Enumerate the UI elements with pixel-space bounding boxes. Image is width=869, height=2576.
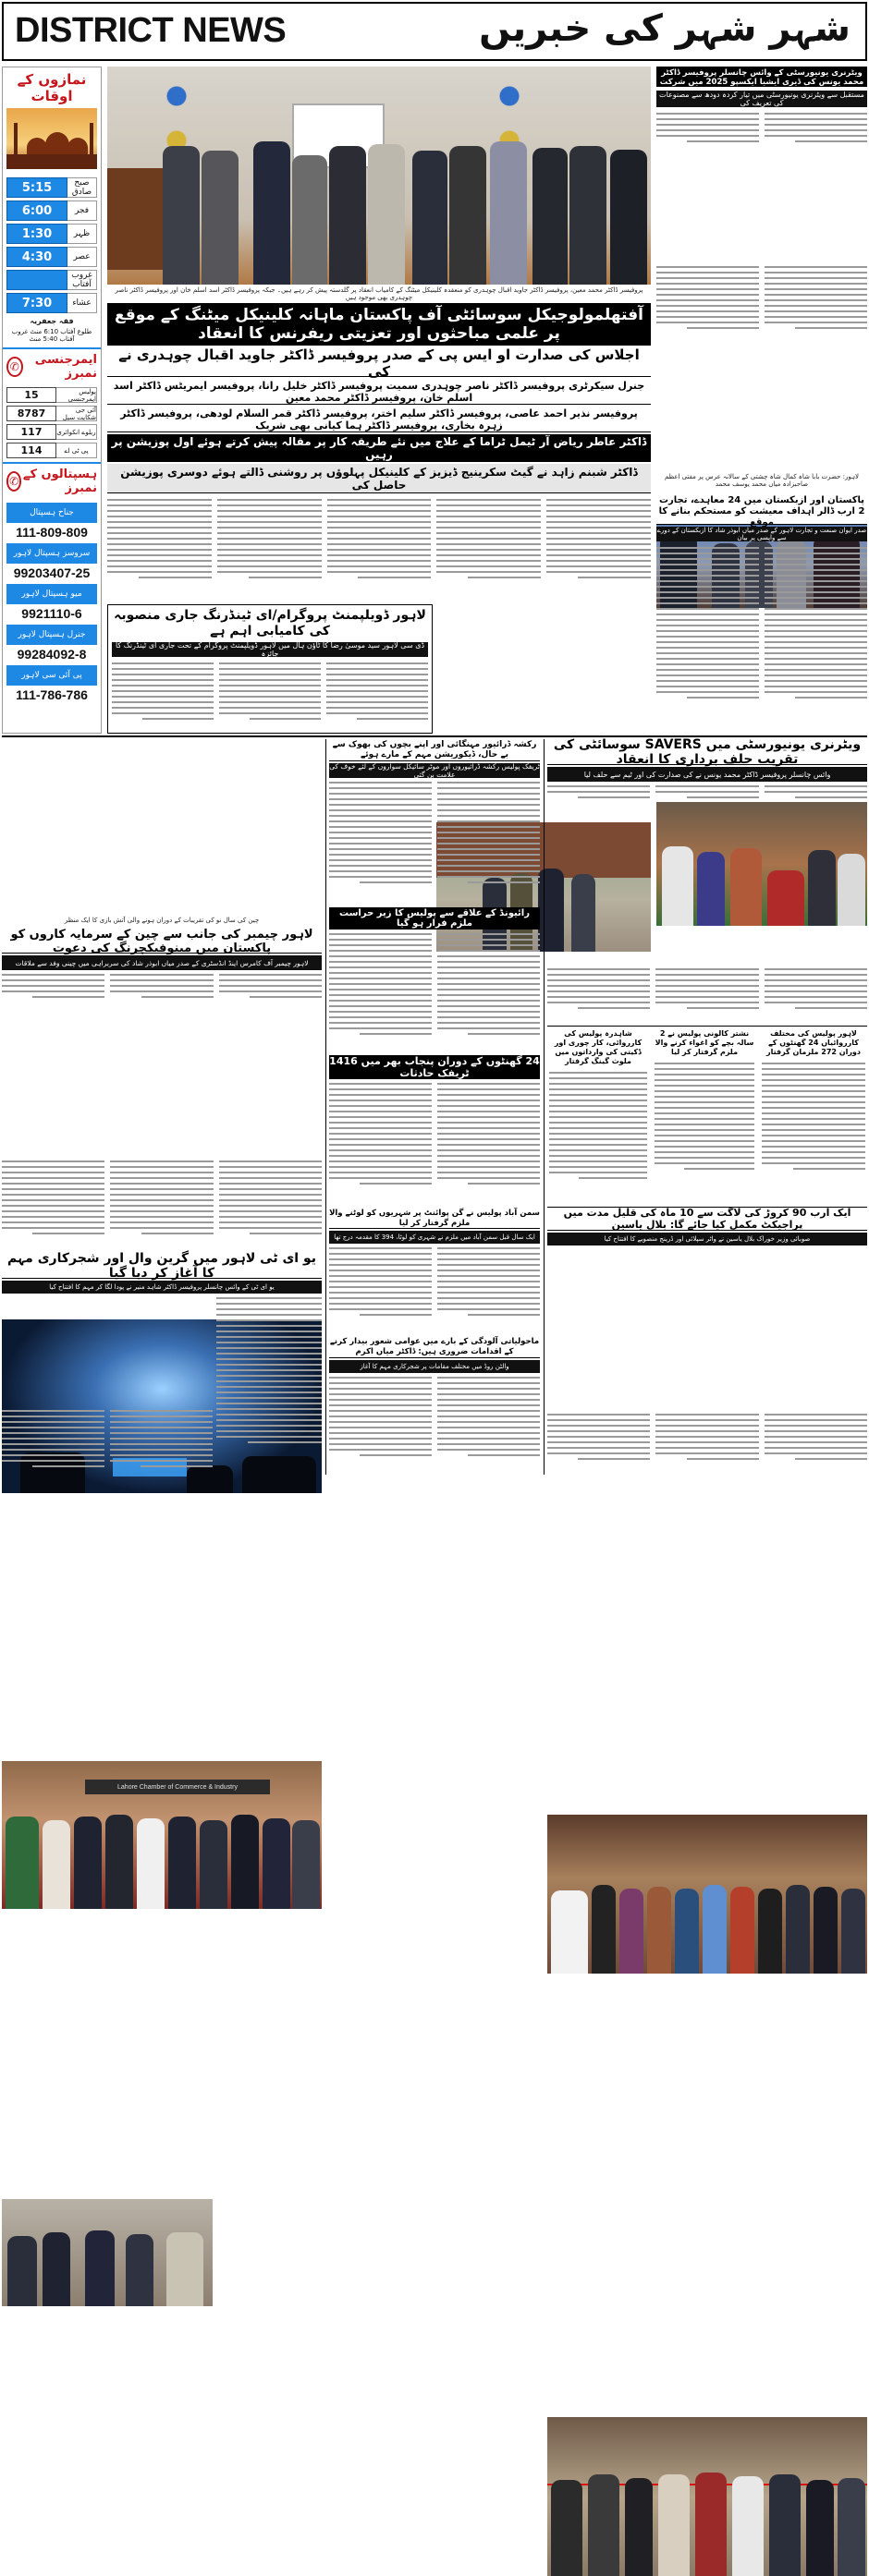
project-headline: ایک ارب 90 کروڑ کی لاگت سے 10 ماہ کی قلیل مدت میں پراجیکٹ مکمل کیا جائے گا: بلال یاسین (547, 1207, 867, 1231)
phone-icon: ✆ (6, 357, 23, 377)
text-column (327, 499, 432, 599)
prayer-time: 6:00 (6, 200, 67, 221)
hospital-header (3, 462, 101, 499)
gunpoint-headline: سمن آباد پولیس نے گن پوائنٹ پر شہریوں کو لوٹنے والا ملزم گرفتار کر لیا (329, 1209, 540, 1228)
text-column (217, 499, 322, 599)
prayer-time: 1:30 (6, 224, 67, 244)
phone-icon: ✆ (6, 471, 21, 492)
hospital-number: 9921110-6 (21, 606, 82, 622)
crime-brief-1 (760, 1027, 867, 1173)
savers-body-top (547, 785, 867, 804)
shrine-photo (656, 802, 867, 926)
ldp-subheadline: ڈی سی لاہور سید موسیٰ رضا کا ٹاؤن ہال میں لاہور ڈویلپمنٹ پروگرام کے تحت جاری ای ٹینڈرنگ کا جائزہ (112, 642, 428, 657)
prayer-name: عشاء (67, 293, 97, 313)
gunpoint-subheadline: ایک سال قبل سمن آباد میں ملزم نے شہری کو لوٹا، 394 کا مقدمہ درج تھا (329, 1231, 540, 1244)
chamber-body-2 (2, 1160, 322, 1249)
lead-subline: پروفیسر نذیر احمد عاصی، پروفیسر ڈاکٹر سلیم اختر، پروفیسر ڈاکٹر قمر السلام لودھی، پروفیسر ڈاکٹر زہرہ بخاری، پروفیسر ڈاکٹر ہما کیانی بھی شریک (107, 407, 651, 432)
emergency-name: ریلوے انکوائری (56, 424, 97, 440)
prayer-row (6, 224, 97, 244)
prayer-name: غروب آفتاب (67, 270, 97, 290)
savers-photo (547, 1815, 867, 1974)
prayer-row (6, 177, 97, 198)
text-column (546, 499, 651, 599)
lead-body (107, 499, 651, 599)
savers-subheadline: وائس چانسلر پروفیسر ڈاکٹر محمد یونس نے کی صدارت کی اور ٹیم سے حلف لیا (547, 767, 867, 782)
rickshaw-headline: رکشہ ڈرائیور مہنگائی اور اپنے بچوں کی بھوک سے بے حال، ڈیکوریشن مہم کے مارے ہوئے (329, 739, 540, 761)
lead-subline: ڈاکٹر عاطر ریاض آر ٹیمل ٹراما کے علاج میں نئے طریقہ کار پر مقالہ پیش کرتے ہوئے اول پوزیشن پر رہیں (107, 434, 651, 462)
fireworks-caption: چین کی سال نو کی تقریبات کے دوران ہونے والی آتش بازی کا ایک منظر (64, 917, 260, 924)
lead-headline: آفتھلمولوجیکل سوسائٹی آف پاکستان ماہانہ کلینیکل میٹنگ کے موقع پر علمی مباحثوں اور تعزیتی ریفرنس کا انعقاد (107, 303, 651, 346)
emergency-row (6, 443, 97, 458)
prayer-time: 7:30 (6, 293, 67, 313)
lead-photo-caption: پروفیسر ڈاکٹر محمد معین، پروفیسر ڈاکٹر جاوید اقبال چوہدری کو منعقدہ کلینیکل میٹنگ کے کامیاب انعقاد پر گلدستہ پیش کر رہے ہیں۔ جبکہ پروفیسر ڈاکٹر اسد اسلم خان اور پروفیسر ڈاکٹر ناصر چوہدری بھی موجود ہیں (115, 286, 643, 302)
uet-body (2, 1410, 213, 1475)
project-body (547, 1414, 867, 1473)
prayer-name: صبح صادق (67, 177, 97, 198)
shrine-caption: لاہور: حضرت بابا شاہ کمال شاہ چشتی کے سالانہ عرس پر مفتی اعظم صاحبزادہ میاں محمد یوسف محمد (664, 473, 860, 489)
trade-headline: پاکستان اور ازبکستان میں 24 معاہدے، تجارت 2 ارب ڈالر اہداف معیشت کو مستحکم بنانے کا موقع (656, 499, 867, 525)
hospital-title: ہسپتالوں کے نمبرز (22, 468, 97, 496)
prayer-name: فجر (67, 200, 97, 221)
hospital-number: 111-809-809 (16, 525, 88, 541)
crime-headline: شاہدرہ پولیس کی کارروائی، کار چوری اور ڈکیتی کی وارداتوں میں ملوث گینگ گرفتار (547, 1027, 649, 1068)
ldp-headline: لاہور ڈویلپمنٹ پروگرام/ای ٹینڈرنگ جاری منصوبہ کی کامیابی اہم ہے (108, 605, 432, 642)
chamber-headline: لاہور چیمبر کی جانب سے چین کے سرمایہ کاروں کو پاکستان میں مینوفیکچرنگ کی دعوت (2, 930, 322, 954)
emergency-title: ایمرجنسی نمبرز (34, 353, 97, 382)
project-subheadline: صوبائی وزیر خوراک بلال یاسین نے واٹر سپلائی اور ڈرینج منصوبے کا افتتاح کیا (547, 1233, 867, 1245)
environment-body (329, 1377, 540, 1473)
right-top-headline: ویٹرنری یونیورسٹی کے وائس چانسلر پروفیسر ڈاکٹر محمد یونس کی ڈیری ایشیا ایکسپو 2025 میں شرکت (656, 67, 867, 87)
masthead (2, 2, 867, 61)
lead-subline: ڈاکٹر شبنم زاہد نے گیٹ سکرینیج ڈیزیز کے کلینیکل پہلوؤں پر روشنی ڈالتے ہوئے دوسری پوزیشن حاصل کی (107, 464, 651, 493)
prayer-name: عصر (67, 247, 97, 267)
expo-body (656, 266, 867, 344)
ldp-story (107, 604, 433, 734)
emergency-row (6, 424, 97, 440)
uet-subheadline: یو ای ٹی کے وائس چانسلر پروفیسر ڈاکٹر شاہد منیر نے پودا لگا کر مہم کا افتتاح کیا (2, 1281, 322, 1294)
chamber-body (2, 974, 322, 1005)
hospital-number: 111-786-786 (16, 687, 88, 703)
savers-body (547, 968, 867, 1022)
hospital-name: سروسز ہسپتال لاہور (6, 543, 97, 564)
prayer-row (6, 200, 97, 221)
hospital-name: جناح ہسپتال (6, 503, 97, 523)
emergency-row (6, 387, 97, 403)
accidents-headline: 24 گھنٹوں کے دوران پنجاب بھر میں 1416 ٹریفک حادثات (329, 1055, 540, 1079)
hospital-number: 99284092-8 (17, 647, 87, 662)
section-divider (547, 1026, 867, 1027)
chamber-subheadline: لاہور چیمبر آف کامرس اینڈ انڈسٹری کے صدر میاں ابوذر شاد کی سربراہی میں چینی وفد سے ملاقات (2, 955, 322, 970)
masthead-title-english: DISTRICT NEWS (15, 11, 287, 50)
crime-headline: نشتر کالونی پولیس نے 2 سالہ بچے کو اغواء کرنے والا ملزم گرفتار کر لیا (653, 1027, 756, 1059)
hospital-name: پی آئی سی لاہور (6, 665, 97, 686)
mosque-image (6, 108, 97, 169)
environment-subheadline: والٹن روڈ میں مختلف مقامات پر شجرکاری مہم کا آغاز (329, 1360, 540, 1373)
sidebar (2, 67, 102, 734)
crime-headline: لاہور پولیس کی مختلف کارروائیاں 24 گھنٹوں کے دوران 272 ملزمان گرفتار (760, 1027, 867, 1059)
trade-body (656, 547, 867, 732)
emergency-number: 15 (6, 387, 56, 403)
lead-subline: جنرل سیکرٹری پروفیسر ڈاکٹر ناصر چوہدری سمیت پروفیسر ڈاکٹر خلیل رانا، پروفیسر ایمریٹس ڈاکٹر اسد اسلم خان، پروفیسر ڈاکٹر محمد معین (107, 379, 651, 405)
crime-brief-2 (653, 1027, 756, 1173)
emergency-name: آئی جی شکایت سیل (56, 406, 97, 421)
emergency-name: پی ٹی اے (56, 443, 97, 458)
prayer-row (6, 270, 97, 290)
prayer-time: 4:30 (6, 247, 67, 267)
chamber-sign: Lahore Chamber of Commerce & Industry (85, 1780, 270, 1794)
savers-headline: ویٹرنری یونیورسٹی میں SAVERS سوسائٹی کی تقریب حلف برداری کا انعقاد (547, 739, 867, 765)
prayer-row (6, 293, 97, 313)
prayer-time: 5:15 (6, 177, 67, 198)
lead-photo (107, 67, 651, 285)
prayer-row (6, 247, 97, 267)
lead-subline: اجلاس کی صدارت او ایس پی کے صدر پروفیسر ڈاکٹر جاوید اقبال چوہدری نے کی (107, 349, 651, 377)
right-top-body (656, 113, 867, 150)
accidents-body (329, 1083, 540, 1205)
uet-photo (2, 2199, 213, 2306)
uet-body-side (216, 1297, 322, 1473)
chamber-photo (2, 1761, 322, 1909)
crime-brief-3 (547, 1027, 649, 1183)
emergency-number: 8787 (6, 406, 56, 421)
masthead-title-urdu: شہر شہر کی خبریں (479, 7, 851, 50)
environment-headline: ماحولیاتی آلودگی کے بارے میں عوامی شعور بیدار کرنے کے اقدامات ضروری ہیں: ڈاکٹر میاں اکرم (329, 1336, 540, 1358)
police-headline: رائیونڈ کے علاقے سے پولیس کا زیر حراست ملزم فرار ہو گیا (329, 907, 540, 930)
rickshaw-body (329, 782, 540, 904)
trade-subheadline: صدر ایوان صنعت و تجارت لاہور کے صدر میاں ابوذر شاد کا ازبکستان کے دورے سے واپسی پر بیان (656, 527, 867, 541)
police-body (329, 933, 540, 1051)
emergency-row (6, 406, 97, 421)
uet-headline: یو ای ٹی لاہور میں گرین وال اور شجرکاری مہم کا آغاز کر دیا گیا (2, 1253, 322, 1279)
prayer-name: ظہر (67, 224, 97, 244)
right-top-subheadline: مستقبل سے ویٹرنری یونیورسٹی میں تیار کردہ دودھ سے مصنوعات کی تعریف کی (656, 91, 867, 107)
prayer-note: طلوع آفتاب 6:10 منٹ غروب آفتاب 5:40 منٹ (11, 327, 92, 343)
prayer-time (6, 270, 67, 290)
column-rule (544, 739, 545, 1475)
hospital-name: میو ہسپتال لاہور (6, 584, 97, 604)
text-column (436, 499, 541, 599)
ldp-body (108, 657, 432, 723)
emergency-number: 114 (6, 443, 56, 458)
hospital-number: 99203407-25 (13, 565, 91, 581)
emergency-number: 117 (6, 424, 56, 440)
rickshaw-subheadline: ٹریفک پولیس رکشہ ڈرائیوروں اور موٹر سائیکل سواروں کے لئے خوف کی علامت بن گئی (329, 762, 540, 779)
hospital-name: جنرل ہسپتال لاہور (6, 625, 97, 645)
column-rule (325, 739, 326, 1475)
prayer-note-title: فقہ جعفریہ (30, 317, 74, 325)
emergency-header (3, 347, 101, 384)
gunpoint-body (329, 1247, 540, 1332)
project-photo (547, 2417, 867, 2576)
prayer-times-title: نمازوں کے اوقات (17, 71, 87, 104)
text-column (107, 499, 212, 599)
emergency-name: پولیس ایمرجنسی (56, 387, 97, 403)
